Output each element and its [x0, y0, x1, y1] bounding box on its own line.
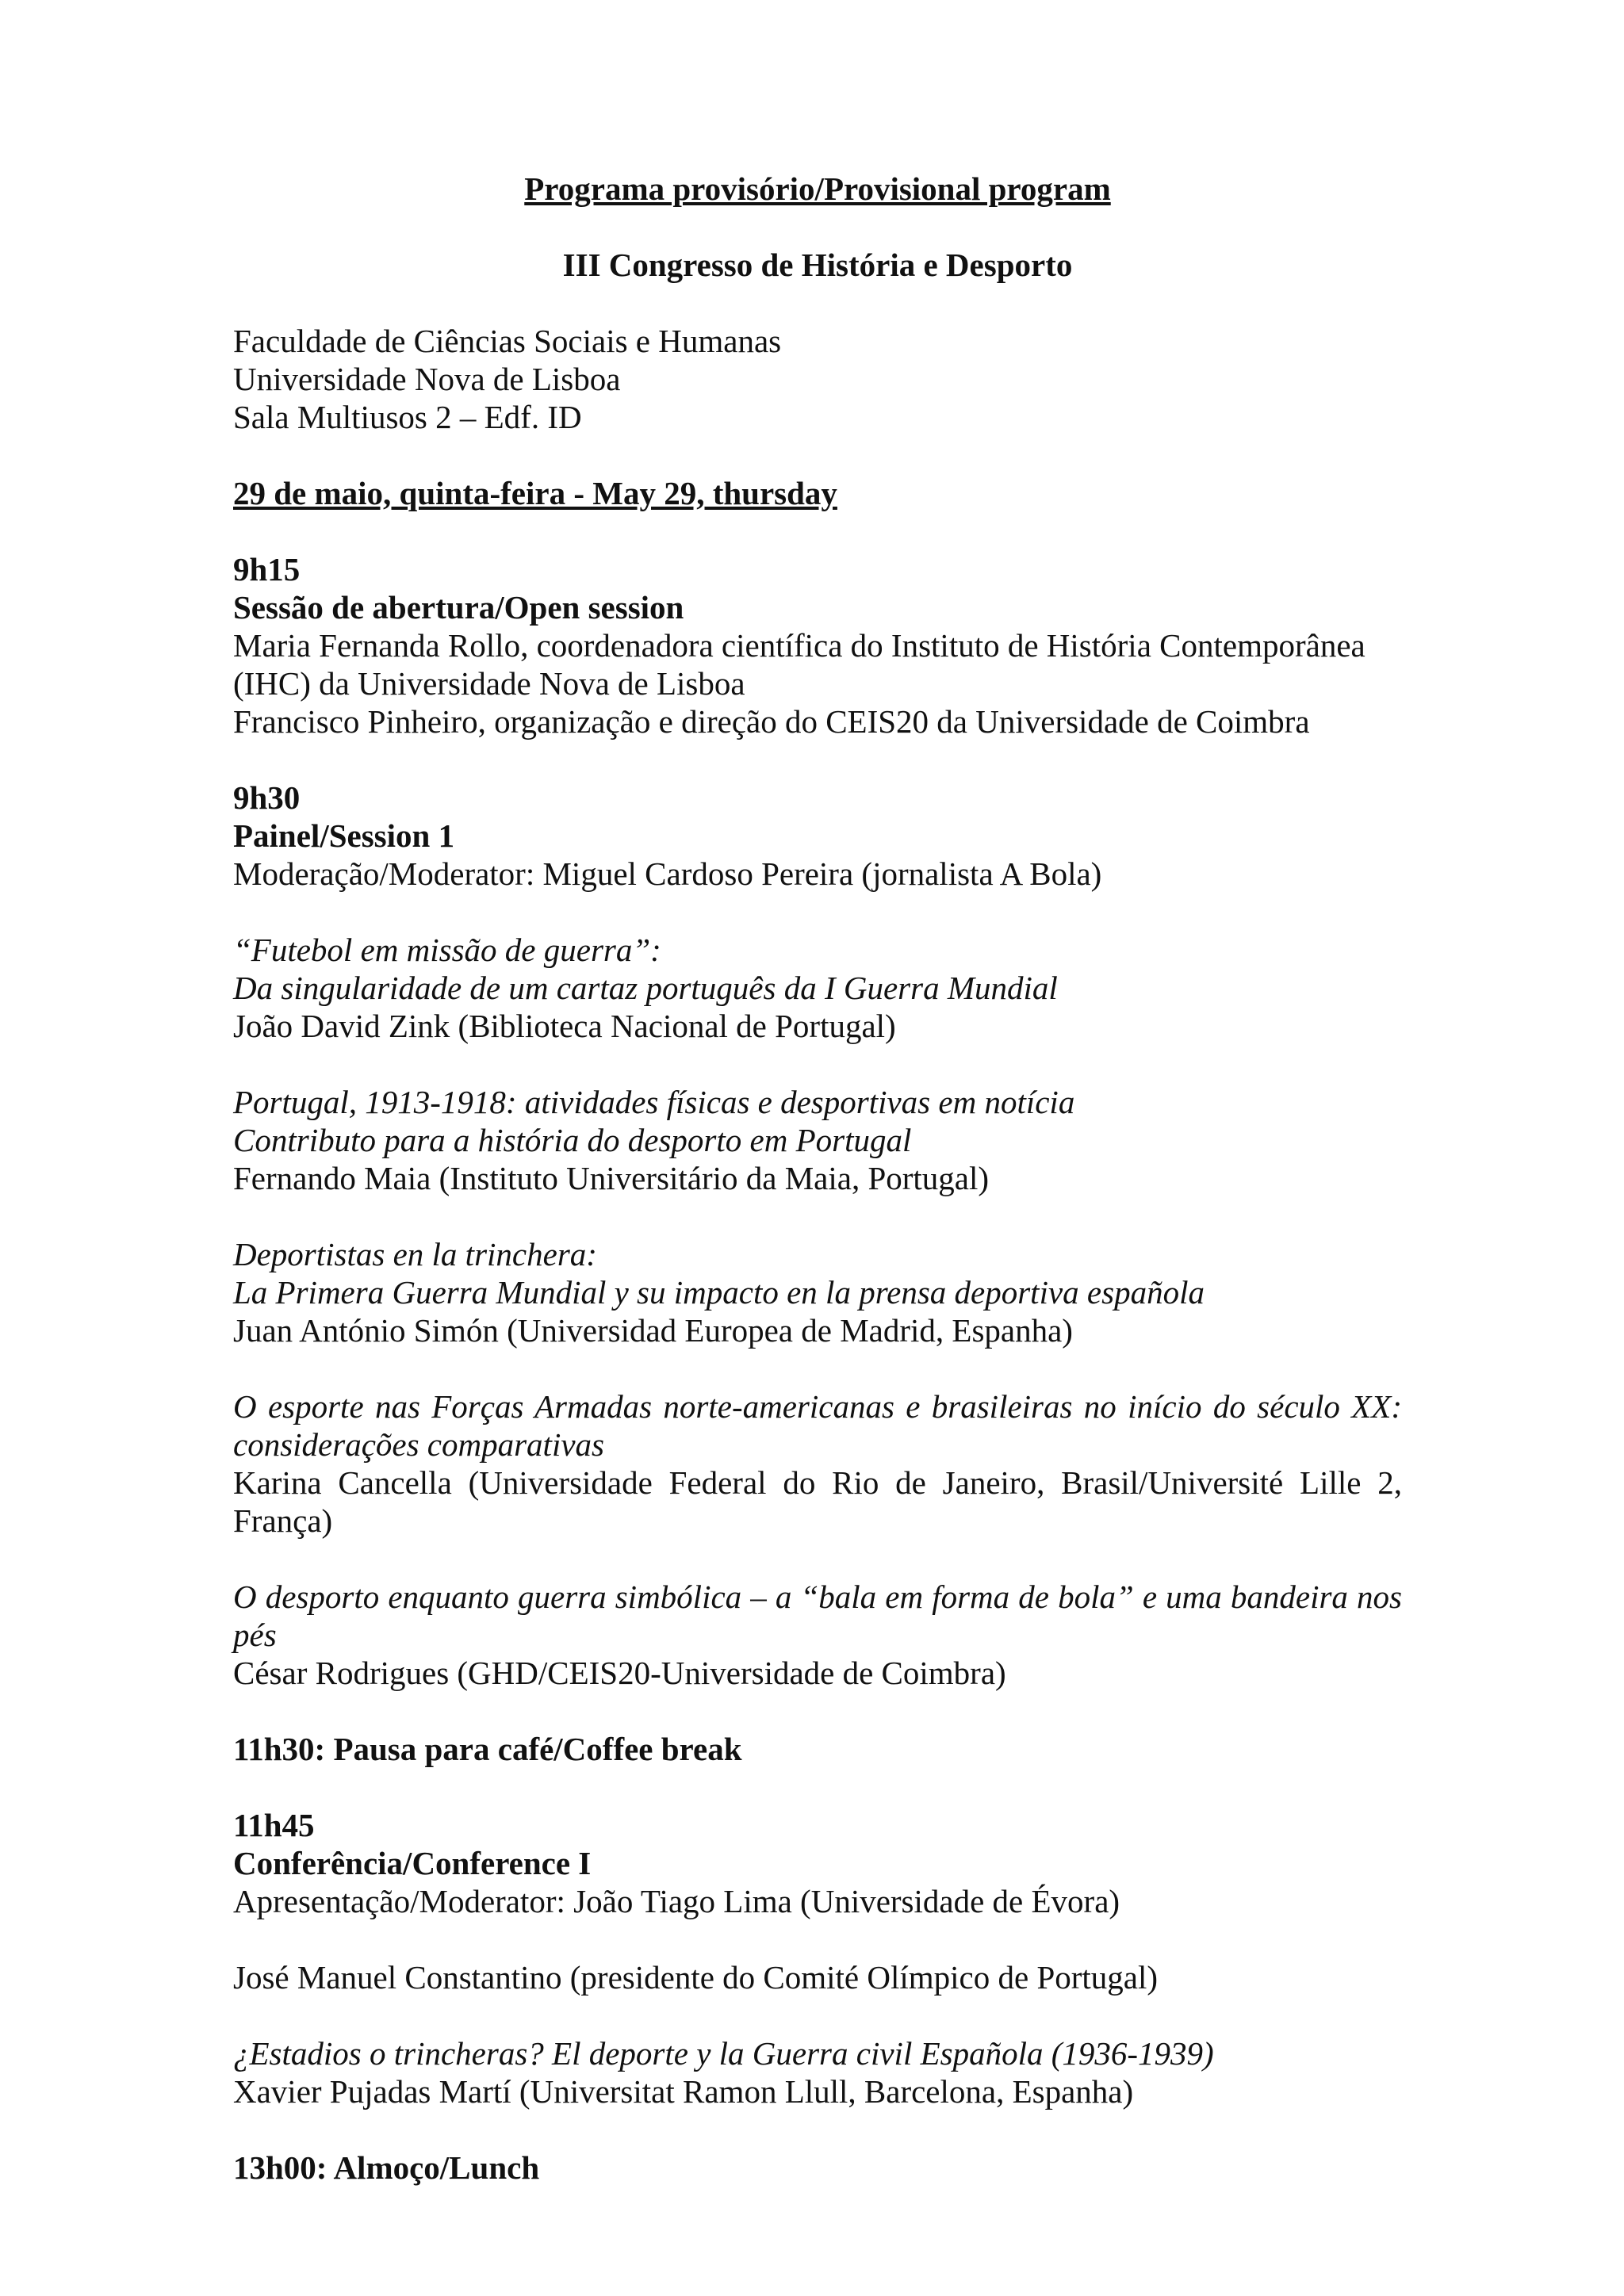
talk-item [233, 2034, 1402, 2110]
talk-title-line-2: Contributo para a história do desporto em Portugal [233, 1122, 912, 1158]
opening-speaker-1: Maria Fernanda Rollo, coordenadora científica do Instituto de História Contemporânea (IHC) da Universidade Nova de Lisboa [233, 627, 1365, 702]
talk-title-line-1: “Futebol em missão de guerra”: [233, 932, 661, 968]
talk-speaker: Xavier Pujadas Martí (Universitat Ramon Llull, Barcelona, Espanha) [233, 2073, 1134, 2110]
venue-university: Universidade Nova de Lisboa [233, 361, 621, 397]
talk-title-line-1: Portugal, 1913-1918: atividades físicas e desportivas em notícia [233, 1084, 1075, 1120]
day-heading: 29 de maio, quinta-feira - May 29, thursday [233, 475, 837, 511]
talk-title-line-2: La Primera Guerra Mundial y su impacto en la prensa deportiva española [233, 1274, 1205, 1311]
venue-room: Sala Multiusos 2 – Edf. ID [233, 399, 582, 435]
talk-speaker: Karina Cancella (Universidade Federal do Rio de Janeiro, Brasil/Université Lille 2, França) [233, 1464, 1402, 1539]
opening-time: 9h15 [233, 551, 301, 587]
session-1-moderator: Moderação/Moderator: Miguel Cardoso Pereira (jornalista A Bola) [233, 855, 1102, 892]
talk-item [233, 1578, 1402, 1692]
talk-title: O desporto enquanto guerra simbólica – a “bala em forma de bola” e uma bandeira nos pés [233, 1578, 1402, 1653]
talk-item [233, 1235, 1402, 1349]
talk-item [233, 1387, 1402, 1540]
program-page [233, 170, 1402, 2187]
session-1-title: Painel/Session 1 [233, 817, 455, 854]
talk-speaker: João David Zink (Biblioteca Nacional de Portugal) [233, 1008, 896, 1044]
page-title: Programa provisório/Provisional program [524, 170, 1111, 207]
venue-block [233, 322, 1402, 436]
opening-speaker-2: Francisco Pinheiro, organização e direção do CEIS20 da Universidade de Coimbra [233, 703, 1310, 740]
talk-speaker: Juan António Simón (Universidad Europea de Madrid, Espanha) [233, 1312, 1073, 1349]
talk-item [233, 1083, 1402, 1197]
talk-title-line-2: Da singularidade de um cartaz português da I Guerra Mundial [233, 970, 1058, 1006]
conference-1 [233, 1806, 1402, 1920]
keynote-speaker: José Manuel Constantino (presidente do Comité Olímpico de Portugal) [233, 1959, 1159, 1996]
venue-faculty: Faculdade de Ciências Sociais e Humanas [233, 323, 782, 359]
conference-1-title: Conferência/Conference I [233, 1845, 592, 1881]
talk-speaker: César Rodrigues (GHD/CEIS20-Universidade de Coimbra) [233, 1655, 1006, 1691]
talk-title-line-1: Deportistas en la trinchera: [233, 1236, 597, 1272]
opening-session [233, 550, 1402, 740]
conference-1-moderator: Apresentação/Moderator: João Tiago Lima (Universidade de Évora) [233, 1883, 1120, 1919]
talk-title: O esporte nas Forças Armadas norte-americanas e brasileiras no início do século XX: considerações comparativas [233, 1388, 1402, 1463]
coffee-break: 11h30: Pausa para café/Coffee break [233, 1731, 742, 1767]
session-1-time: 9h30 [233, 779, 301, 816]
lunch-break: 13h00: Almoço/Lunch [233, 2149, 540, 2186]
congress-title: III Congresso de História e Desporto [562, 247, 1073, 283]
conference-1-time: 11h45 [233, 1807, 315, 1843]
conference-1-speaker [233, 1958, 1402, 1996]
talk-item [233, 931, 1402, 1045]
opening-title: Sessão de abertura/Open session [233, 589, 684, 626]
talk-speaker: Fernando Maia (Instituto Universitário da Maia, Portugal) [233, 1160, 990, 1196]
talk-title: ¿Estadios o trincheras? El deporte y la Guerra civil Española (1936-1939) [233, 2035, 1214, 2072]
session-1 [233, 779, 1402, 893]
